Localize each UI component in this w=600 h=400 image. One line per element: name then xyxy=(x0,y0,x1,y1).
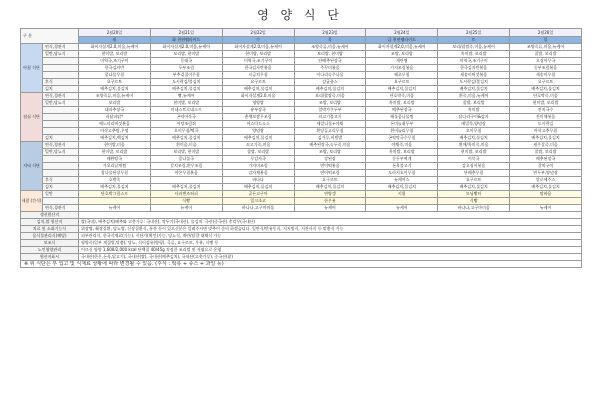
menu-cell: 현미밥, 보리밥 xyxy=(79,149,151,156)
menu-cell: 새송이무침 xyxy=(510,72,582,79)
menu-cell: 조밥, 보리밥 xyxy=(294,149,366,156)
menu-cell: 단호박죽,미음 xyxy=(366,93,438,100)
menu-cell: 흰깨/흑미죽,미음 xyxy=(438,142,510,149)
row-label: 연식,경관식 xyxy=(43,205,79,212)
menu-cell: 순두부찌개 xyxy=(366,156,438,163)
menu-cell: 쇠고기죽,미음 xyxy=(222,142,294,149)
menu-cell: 요구르트 xyxy=(222,79,294,86)
menu-cell: 흑미밥, 보리밥 xyxy=(366,149,438,156)
menu-cell: 도라지오이무침 xyxy=(366,170,438,177)
menu-cell: 흰미음,미음 xyxy=(150,142,222,149)
menu-cell: 조양죽류,미음,뉴케어 xyxy=(294,44,366,51)
menu-cell: 배추김치,물김치 xyxy=(510,184,582,191)
menu-cell: 배추김치,물김치 xyxy=(222,135,294,142)
header-day: 월 xyxy=(79,37,151,44)
menu-cell: 곤약어묵국 xyxy=(150,114,222,121)
menu-cell: 조양죽류,미음,뉴케어 xyxy=(510,44,582,51)
menu-cell: 머스타드소스 xyxy=(222,121,294,128)
menu-cell: 현미밥, 보리밥 xyxy=(150,100,222,107)
row-label xyxy=(43,72,79,79)
menu-cell: 단배추된장국 xyxy=(294,58,366,65)
menu-cell: 새알나물+야채 xyxy=(294,121,366,128)
menu-cell: 연두부,양념장 xyxy=(510,170,582,177)
menu-cell: 배추김치,물김치 xyxy=(150,135,222,142)
info-label: 김치,쌀 원산지 xyxy=(21,219,79,226)
menu-cell: 닭다리구이&감자 xyxy=(438,114,510,121)
menu-cell: 한우유 xyxy=(294,198,366,205)
menu-cell: 배추김치,물김치 xyxy=(222,86,294,93)
menu-cell: 잔치국수 xyxy=(510,107,582,114)
menu-cell: 조양죽류,미음,뉴케어 xyxy=(79,93,151,100)
menu-cell: 찰밥, 보리밥 xyxy=(510,149,582,156)
menu-cell: 흑미밥 xyxy=(438,107,510,114)
menu-cell: 흰죽,미음,뉴케어 xyxy=(438,93,510,100)
header-date: 2월23일 xyxy=(294,29,366,37)
menu-cell: 곤약막국수무침 xyxy=(366,135,438,142)
menu-cell: 보리밥 xyxy=(79,100,151,107)
menu-cell: 딸바음 xyxy=(510,191,582,198)
header-date: 2월25일 xyxy=(438,29,510,37)
menu-cell: 조밥, 보리밥 xyxy=(294,100,366,107)
info-text: 어르신 영양 1,600/2,000 kcal 단백질 40/45g 적정한 조리법 및 저염으로 운영 xyxy=(79,247,582,254)
menu-cell: 주꾸미볶음 xyxy=(294,65,366,72)
menu-cell: 참나물된장무침 xyxy=(79,170,151,177)
menu-cell: 한국김자반볶음 xyxy=(222,65,294,72)
menu-cell: 어탕조림쥐 xyxy=(150,121,222,128)
menu-cell: 진미채볶음 xyxy=(510,114,582,121)
header-day: 일 xyxy=(510,37,582,44)
menu-cell: 도시락김 xyxy=(510,121,582,128)
info-label: 치료 및 소화기능식 xyxy=(21,226,79,233)
menu-cell: 도시락김/불김치 xyxy=(438,79,510,86)
menu-cell: 해물콩나물찜 xyxy=(366,114,438,121)
menu-cell: 콩나물무침 xyxy=(79,72,151,79)
menu-cell: 배추김치,물김치 xyxy=(294,184,366,191)
menu-cell xyxy=(79,198,151,205)
menu-cell: 화이자설계2.0,미음,뉴케어 xyxy=(79,44,151,51)
info-text: 쌀(국내), 배추김치(배추와 고춧가루: 국내산), 깍두기(국내산), 물김치: 국산(중국산) 총각무(국내산) xyxy=(79,219,582,226)
info-text: 영양죽(일부 계절별,맞춤), 당뇨, 식이섬유(양평), 곡류, 요구르트, 우유, 식빵 등 xyxy=(79,240,582,247)
menu-cell: 미역국,조기구이 xyxy=(79,58,151,65)
header-day: 화 천연펩타이드 xyxy=(150,37,222,44)
menu-cell: 뉴케어 xyxy=(150,205,222,212)
menu-cell: 바나나,고구마미음 xyxy=(222,205,294,212)
info-text: 국내산(한우,돈육,닭고기), 국내산(쌀), 국내산(배추김치), 국내산(고춧가루), 중국산(팥) xyxy=(79,254,582,261)
menu-cell: 감오징어볶음 xyxy=(438,163,510,170)
menu-cell: 영양밥 xyxy=(222,100,294,107)
menu-cell: 계란찜 xyxy=(366,58,438,65)
row-label: 일반,당뇨식 xyxy=(43,149,79,156)
menu-cell: 현미밥, 보리밥 xyxy=(79,51,151,58)
menu-cell: 배추김치,물김치 xyxy=(150,184,222,191)
menu-cell: 야채죽,미음 xyxy=(366,142,438,149)
menu-cell: 배추된장국 xyxy=(510,156,582,163)
menu-cell: 배완탕국 xyxy=(79,156,151,163)
menu-cell: 오이무침 xyxy=(438,128,510,135)
menu-cell: 요구르트 xyxy=(294,177,366,184)
page-title: 영 양 식 단 xyxy=(257,8,343,22)
row-label: 김치 xyxy=(43,135,79,142)
menu-cell: 배추김치,물김치 xyxy=(366,184,438,191)
menu-cell: 배추된장국,녹두죽,미음 xyxy=(294,142,366,149)
menu-cell: 가지조림볶음 xyxy=(366,65,438,72)
menu-cell: 찰밥, 보리밥 xyxy=(222,149,294,156)
menu-cell: 단호박죽,미음 xyxy=(510,93,582,100)
menu-cell: 화이자설계2.0,미음 xyxy=(222,93,294,100)
menu-cell: 사과젠즈허피 xyxy=(150,191,222,198)
menu-cell: 밀크초코 xyxy=(222,198,294,205)
header-date: 2월26일 xyxy=(510,29,582,37)
menu-cell: 화이자설계2.0,미음,뉴케어 xyxy=(150,44,222,51)
menu-cell: 보리/찹쌀죽,미음,뉴케어 xyxy=(438,44,510,51)
menu-cell: 찰밥, 보리밥 xyxy=(438,100,510,107)
info-label: 원산지표시 xyxy=(21,254,79,261)
menu-cell: 한국김자반 xyxy=(79,65,151,72)
snack-side-label: 새참 (간식) xyxy=(21,191,43,212)
menu-cell: 요구르트 xyxy=(438,177,510,184)
menu-cell xyxy=(510,198,582,205)
menu-cell: 모닝빵터 xyxy=(438,191,510,198)
menu-cell: 골든고구마 xyxy=(222,191,294,198)
menu-cell: 찰밥, 보리밥 xyxy=(510,51,582,58)
menu-cell: 현미밥, 보리밥 xyxy=(510,100,582,107)
menu-cell: 화이자설계2.0,미음,뉴케어 xyxy=(366,44,438,51)
row-label xyxy=(43,156,79,163)
menu-cell: 빵,뉴케어 xyxy=(150,93,222,100)
header-date: 2월24일 xyxy=(366,29,438,37)
header-day: 목 xyxy=(294,37,366,44)
menu-cell: 요구르트 xyxy=(79,79,151,86)
row-label xyxy=(43,198,79,205)
info-label: 생선원산지 xyxy=(21,212,79,219)
menu-cell: 갈치조림,흰무조림 xyxy=(150,163,222,170)
menu-cell: 배추김치,물김치 xyxy=(222,184,294,191)
menu-cell: 배추김치,물김치 xyxy=(438,184,510,191)
menu-cell: 한국김자반볶음 xyxy=(438,65,510,72)
menu-cell: 춘채보쌈무조림 xyxy=(222,114,294,121)
menu-cell: 유부장국 xyxy=(222,107,294,114)
menu-cell: 에느타리버섯볶음 xyxy=(79,121,151,128)
row-label: 김치 xyxy=(43,184,79,191)
menu-cell: 감자채볶음 xyxy=(222,170,294,177)
info-text: 피부관리식, 한국식재료(가능), 식단가(확인)가능, 당뇨식, 계란/달걀 대체식 가능 xyxy=(79,233,582,240)
info-text xyxy=(79,212,582,219)
menu-cell: 돈육불고기 xyxy=(366,163,438,170)
menu-cell: 동태국 xyxy=(150,58,222,65)
menu-cell: 대파추장국 xyxy=(79,107,151,114)
menu-cell: 동부조림볶음 xyxy=(510,65,582,72)
menu-cell: 배추김치,물김치 xyxy=(366,86,438,93)
header-group-label: 구 분 xyxy=(21,29,79,44)
header-day: 금 천연펩타이드 xyxy=(366,37,438,44)
header-day: 수 xyxy=(222,37,294,44)
menu-cell: 흰당들고리무침 xyxy=(294,128,366,135)
menu-cell: 조밥, 보리밥 xyxy=(366,51,438,58)
row-label xyxy=(43,121,79,128)
menu-cell: 바나나 xyxy=(222,177,294,184)
menu-cell: 요구르트 xyxy=(510,79,582,86)
menu-cell: 배추김치,물김치 xyxy=(510,135,582,142)
menu-cell: 배추김치,물김치 xyxy=(79,184,151,191)
menu-cell: 미네스트로네스프 xyxy=(150,107,222,114)
row-label: 후식 xyxy=(43,79,79,86)
row-label xyxy=(43,170,79,177)
menu-cell: 흰비늘리무침 xyxy=(366,128,438,135)
row-label: 후식 xyxy=(43,177,79,184)
row-label: 일반 xyxy=(43,191,79,198)
menu-cell: 현미밥,미음 xyxy=(79,142,151,149)
menu-cell: 뉴케어스 xyxy=(366,177,438,184)
menu-cell: 연양갱 xyxy=(294,191,366,198)
menu-cell: 보리밥, 현미밥 xyxy=(294,51,366,58)
breakfast-side-label: 아침 식단 xyxy=(21,44,43,93)
row-label xyxy=(43,107,79,114)
menu-cell: 새송이버섯볶음 xyxy=(438,72,510,79)
row-label xyxy=(43,114,79,121)
menu-cell: 배추김치,백김치 xyxy=(79,135,151,142)
menu-cell: 미역국,조기구이 xyxy=(222,58,294,65)
menu-cell: 호박죽 xyxy=(79,177,151,184)
menu-cell: 강된장 xyxy=(294,156,366,163)
menu-cell: 도시락김/불김치 xyxy=(150,79,222,86)
row-label: 연식,경관식 xyxy=(43,142,79,149)
dinner-side-label: 저녁 식단 xyxy=(21,142,43,191)
menu-cell: 뉴케어 xyxy=(294,205,366,212)
menu-cell: 미역국,조기구이 xyxy=(438,58,510,65)
menu-cell: 시금치무침 xyxy=(222,72,294,79)
menu-cell: 현미밥, 보리밥 xyxy=(222,51,294,58)
menu-cell: 현미밥, 보리밥 xyxy=(438,149,510,156)
menu-cell: 키위 xyxy=(366,191,438,198)
row-label xyxy=(43,58,79,65)
row-label xyxy=(43,65,79,72)
menu-cell: 단호박그림스프 xyxy=(79,191,151,198)
header-date: 2월21일 xyxy=(150,29,222,37)
menu-cell: 오징어무국 xyxy=(510,58,582,65)
menu-cell: 야콘무침볶음 xyxy=(150,170,222,177)
header-date: 2월22일 xyxy=(222,29,294,37)
row-label: 일반,당뇨식 xyxy=(43,100,79,107)
menu-cell: 파닭파닭* xyxy=(79,114,151,121)
menu-cell: 배추김치,물김치 xyxy=(510,86,582,93)
menu-cell: 해초무침 xyxy=(366,72,438,79)
menu-cell: 두부조림 xyxy=(150,65,222,72)
menu-cell: 배추김치,물김치 xyxy=(438,135,510,142)
menu-cell: 식빵 xyxy=(438,198,510,205)
info-text: 위장병, 췌장질환, 당뇨병, 신장질환식, 통풍 등이 있으신분은 알려주시면 맞추어 준비 하겠습니다. 일반식/반유동식, 저지방식, 저잔사식 등 맞춤식 가능 xyxy=(79,226,582,233)
menu-cell: 화이자설계2.0,미음,뉴케어 xyxy=(222,44,294,51)
menu-cell: 보리밥, 현미밥 xyxy=(150,51,222,58)
menu-cell: 배추김치,물김치 xyxy=(79,86,151,93)
menu-cell: 뉴케어 xyxy=(366,205,438,212)
menu-cell: 연어떡조림 xyxy=(294,170,366,177)
info-label: 음식물관리식(해당) xyxy=(21,233,79,240)
menu-cell: 흑미밥, 보리밥 xyxy=(438,51,510,58)
menu-cell xyxy=(366,198,438,205)
menu-cell xyxy=(150,177,222,184)
row-label xyxy=(43,163,79,170)
row-label: 일반,당뇨식 xyxy=(43,51,79,58)
menu-cell: 김가루,비빔밥 xyxy=(294,135,366,142)
menu-cell: 알로에주스 xyxy=(510,177,582,184)
menu-cell: 양념쌈 xyxy=(222,128,294,135)
menu-cell: 얼박가쿠두부 xyxy=(294,107,366,114)
menu-cell: 메밀묵,양념장 xyxy=(438,121,510,128)
menu-cell: 뉴케어 xyxy=(79,205,151,212)
menu-cell: 이나리숙주나물 xyxy=(294,72,366,79)
header-date: 2월20일 xyxy=(79,29,151,37)
menu-cell: 어묵국 xyxy=(438,156,510,163)
menu-cell: 쇠고기불고기 xyxy=(294,114,366,121)
menu-cell: 연어떡볶음 xyxy=(294,163,366,170)
menu-cell: 부추겉절이무침 xyxy=(150,72,222,79)
menu-cell: 보리/찹쌀죽,미음 xyxy=(294,93,366,100)
info-label: 노인영양관리 xyxy=(21,247,79,254)
header-day: 토 xyxy=(438,37,510,44)
menu-cell: 보리밥, 현미밥 xyxy=(150,149,222,156)
menu-cell: 콩나물국 xyxy=(150,156,222,163)
menu-cell: 식빵 xyxy=(150,198,222,205)
menu-cell: 뉴케어 xyxy=(510,205,582,212)
info-label: 보조식 xyxy=(21,240,79,247)
menu-cell: 배추김치,물김치 xyxy=(294,86,366,93)
row-label: 연식,경관식 xyxy=(43,44,79,51)
row-label: 김치 xyxy=(43,86,79,93)
menu-cell: 아삭고추무침 xyxy=(510,128,582,135)
meal-table xyxy=(20,28,582,268)
lunch-side-label: 점심 식단 xyxy=(21,93,43,142)
menu-cell: 갈치구이 xyxy=(510,163,582,170)
menu-cell: 돈미늘취두부 xyxy=(366,121,438,128)
menu-cell: 무감자국 xyxy=(222,156,294,163)
menu-cell: 배추김치,물김치 xyxy=(438,86,510,93)
menu-cell: 새우살죽,미음 xyxy=(510,142,582,149)
menu-cell: 가오리날개찜 xyxy=(79,163,151,170)
menu-cell: 가자미조림 xyxy=(222,163,294,170)
menu-cell: 배추김치,물김치 xyxy=(150,86,222,93)
row-label: 연식,경관식 xyxy=(43,93,79,100)
menu-cell: 오이무침/떡국 xyxy=(150,128,222,135)
row-label xyxy=(43,128,79,135)
menu-cell: 요구르트 xyxy=(366,79,438,86)
menu-cell: 감귤쥬스 xyxy=(294,79,366,86)
menu-cell: 흑미밥, 보리밥 xyxy=(366,100,438,107)
footer-note: ※ 위 식단은 부 입고 및 식재료 상황에 따라 변경될 수 있음. (후식 : 떡류 + 쥬스 + 과일 등) xyxy=(21,261,582,268)
menu-cell: 단배추무침 xyxy=(438,170,510,177)
menu-cell: 바나나,고구마미음 xyxy=(438,205,510,212)
menu-cell: 아삭고추쌈,우엉 xyxy=(79,128,151,135)
menu-cell: 배추된장국 xyxy=(366,107,438,114)
